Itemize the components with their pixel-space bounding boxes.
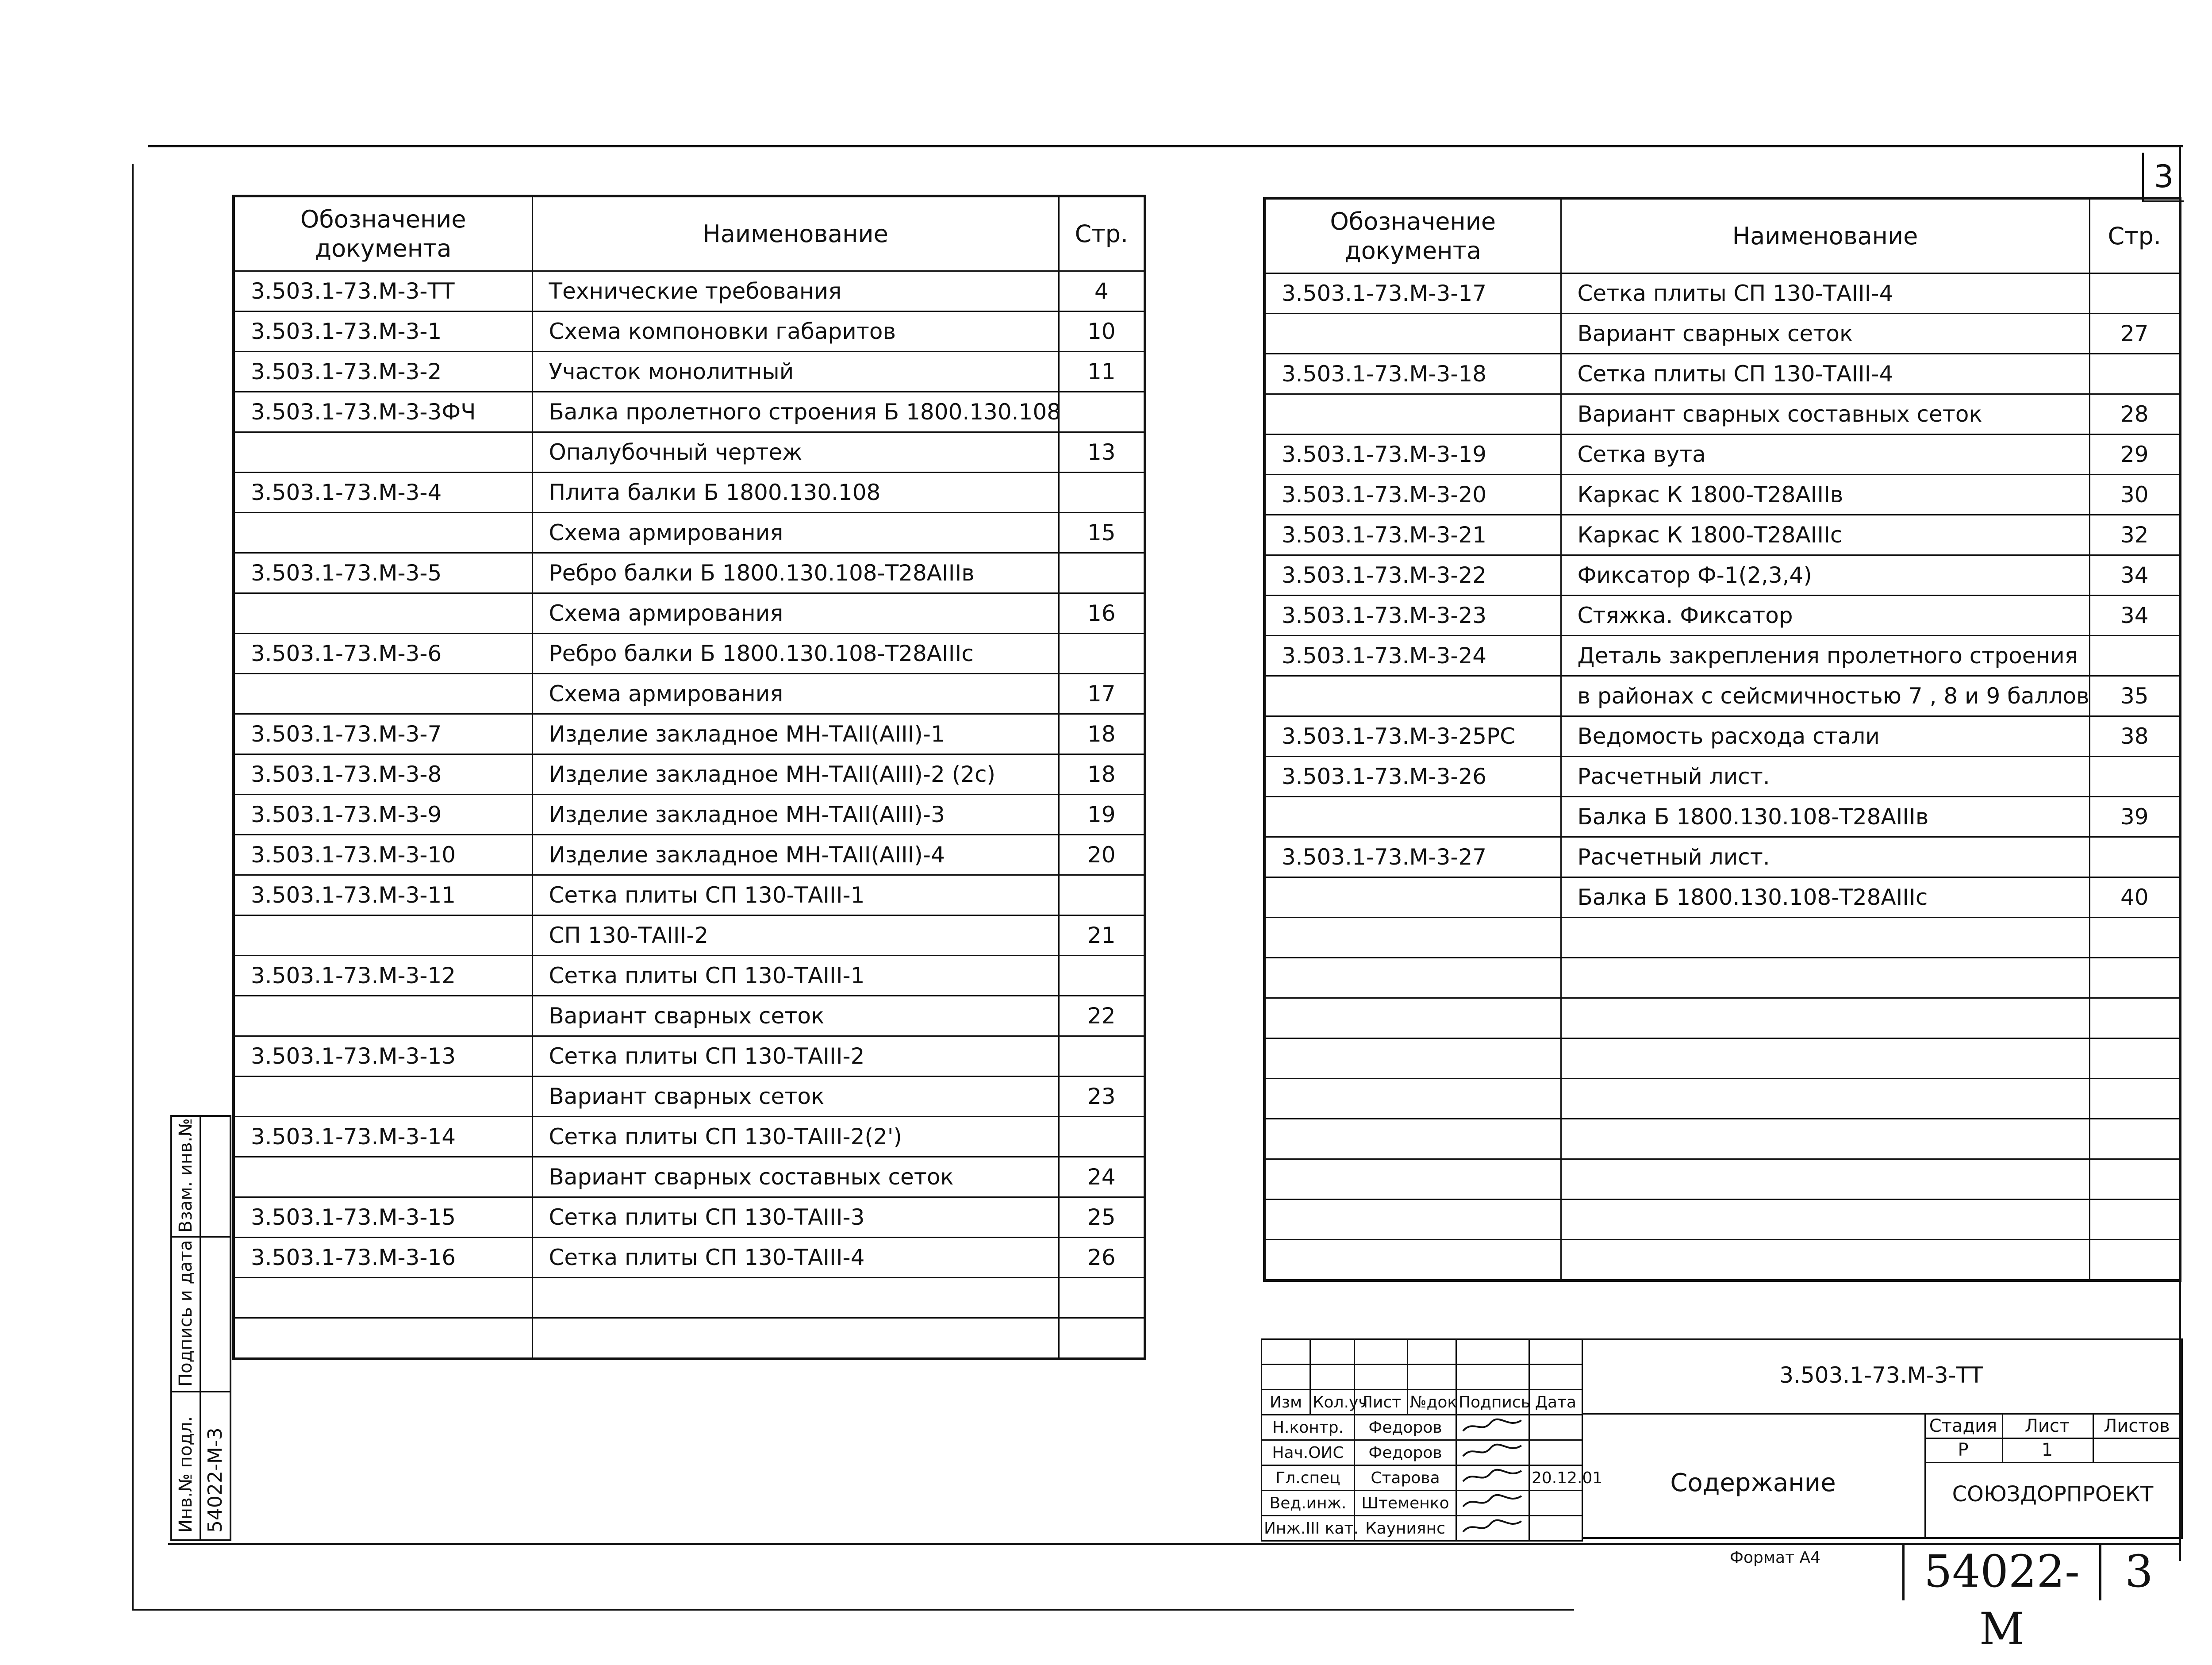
page-number-cell: 17 [1059, 674, 1145, 714]
inv-podl-label: Инв.№ подл. [176, 1416, 196, 1533]
page-number-cell: 11 [1059, 352, 1145, 392]
document-name-cell [1561, 1240, 2089, 1281]
document-code: 3.503.1-73.М-3-ТТ [1779, 1362, 1983, 1388]
signature-empty-cell [1529, 1339, 1582, 1365]
document-name-cell [1561, 1119, 2089, 1159]
table-row [1264, 1119, 2180, 1159]
table-row [234, 915, 1145, 956]
signature-empty-row [1262, 1339, 1582, 1365]
signatory-date [1529, 1491, 1582, 1516]
document-name-cell: Плита балки Б 1800.130.108 [532, 473, 1059, 513]
stage-label: Стадия [1929, 1416, 1997, 1436]
document-code-cell: 3.503.1-73.М-3-13 [234, 1036, 532, 1077]
table-row [234, 1318, 1145, 1359]
document-name-cell [1561, 958, 2089, 998]
signatory-row [1262, 1516, 1582, 1541]
name-header: Наименование [532, 196, 1059, 271]
document-name-cell: Каркас К 1800-Т28АIIIс [1561, 515, 2089, 555]
document-code-cell: 3.503.1-73.М-3-15 [234, 1197, 532, 1238]
document-code-cell: 3.503.1-73.М-3-12 [234, 956, 532, 996]
page-number-cell [2089, 918, 2180, 958]
signature-empty-cell [1408, 1339, 1456, 1365]
document-name-cell: Вариант сварных сеток [1561, 314, 2089, 354]
document-code-cell [1264, 797, 1561, 837]
document-code-cell [1264, 314, 1561, 354]
table-row [1264, 918, 2180, 958]
document-name-cell: Опалубочный чертеж [532, 432, 1059, 473]
signature-empty-cell [1355, 1339, 1408, 1365]
signatory-date: 20.12.01 [1529, 1465, 1582, 1491]
page-number-cell [2089, 1240, 2180, 1281]
page-number-cell: 10 [1059, 311, 1145, 352]
document-code-cell [234, 513, 532, 553]
contents-table-right [1263, 197, 2181, 1282]
signature-empty-cell [1408, 1365, 1456, 1390]
table-row [1264, 475, 2180, 515]
stage-value: Р [1958, 1440, 1969, 1460]
document-name-cell: Изделие закладное МН-ТАII(АIII)-3 [532, 795, 1059, 835]
signature-mark [1456, 1465, 1529, 1491]
table-row [1264, 676, 2180, 716]
signatory-row [1262, 1440, 1582, 1465]
document-code-cell [234, 674, 532, 714]
document-code-cell [1264, 1200, 1561, 1240]
page-number: 3 [2125, 1546, 2153, 1597]
signature-header-cell: №док [1408, 1390, 1456, 1415]
page-number-cell [1059, 875, 1145, 915]
table-row [1264, 636, 2180, 676]
contents-header-row [1264, 198, 2180, 273]
table-row [234, 553, 1145, 593]
document-name-cell: Каркас К 1800-Т28АIIIв [1561, 475, 2089, 515]
frame-inner-bottom-line [168, 1543, 2181, 1545]
frame-top-line [148, 145, 2183, 147]
document-name-cell: Сетка вута [1561, 435, 2089, 475]
document-name-cell: Вариант сварных сеток [532, 996, 1059, 1036]
page-number-cell [1059, 1036, 1145, 1077]
document-code-cell [1264, 918, 1561, 958]
table-row [1264, 958, 2180, 998]
document-name-cell: Вариант сварных сеток [532, 1077, 1059, 1117]
signatory-date [1529, 1415, 1582, 1440]
page-number-cell: 13 [1059, 432, 1145, 473]
document-name-cell: Деталь закрепления пролетного строения [1561, 636, 2089, 676]
document-name-cell: Сетка плиты СП 130-ТАIII-4 [532, 1238, 1059, 1278]
page-number-cell: 15 [1059, 513, 1145, 553]
page-number-cell: 23 [1059, 1077, 1145, 1117]
page-number-cell: 32 [2089, 515, 2180, 555]
title-block-main [1582, 1338, 2183, 1539]
page-number-cell: 19 [1059, 795, 1145, 835]
document-code-cell [1264, 1119, 1561, 1159]
page-number-cell [2089, 958, 2180, 998]
page-number-cell [2089, 1038, 2180, 1079]
table-row [1264, 877, 2180, 918]
document-name-cell: Балка Б 1800.130.108-Т28АIIIв [1561, 797, 2089, 837]
table-row [234, 311, 1145, 352]
document-name-cell: Изделие закладное МН-ТАII(АIII)-4 [532, 835, 1059, 875]
name-header: Наименование [1561, 198, 2089, 273]
document-name-cell: Балка Б 1800.130.108-Т28АIIIс [1561, 877, 2089, 918]
document-code-cell [1264, 998, 1561, 1038]
table-row [234, 1157, 1145, 1197]
page-header: Стр. [1059, 196, 1145, 271]
table-row [1264, 998, 2180, 1038]
format-label: Формат А4 [1730, 1549, 1821, 1567]
signature-empty-cell [1310, 1339, 1355, 1365]
page-number-cell [1059, 1117, 1145, 1157]
page-number-cell: 21 [1059, 915, 1145, 956]
page-number-cell [2089, 757, 2180, 797]
document-name-cell [1561, 1079, 2089, 1119]
table-row [234, 593, 1145, 634]
page-number-cell: 27 [2089, 314, 2180, 354]
page-number-cell: 40 [2089, 877, 2180, 918]
document-name-cell: Фиксатор Ф-1(2,3,4) [1561, 555, 2089, 596]
inv-podl-value: 54022-М-3 [204, 1427, 227, 1533]
page-number-cell: 34 [2089, 596, 2180, 636]
table-row [234, 1117, 1145, 1157]
document-code-cell [234, 915, 532, 956]
table-row [234, 1278, 1145, 1318]
signature-empty-cell [1456, 1339, 1529, 1365]
album-number-box [1902, 1543, 2101, 1655]
sign-date-label: Подпись и дата [176, 1240, 196, 1387]
document-code-cell [234, 1157, 532, 1197]
signatory-name: Федоров [1355, 1415, 1456, 1440]
signatory-date [1529, 1516, 1582, 1541]
document-code-cell: 3.503.1-73.М-3-6 [234, 634, 532, 674]
page-number-cell [2089, 1200, 2180, 1240]
contents-header-row [234, 196, 1145, 271]
sheets-label: Листов [2104, 1416, 2170, 1436]
signature-header-cell: Подпись [1456, 1390, 1529, 1415]
document-name-cell: Изделие закладное МН-ТАII(АIII)-1 [532, 714, 1059, 754]
document-code-cell [234, 1318, 532, 1359]
page-number-cell: 39 [2089, 797, 2180, 837]
contents-table-left [232, 195, 1146, 1360]
table-row [1264, 1200, 2180, 1240]
signature-empty-cell [1456, 1365, 1529, 1390]
table-row [234, 432, 1145, 473]
document-name-cell [532, 1318, 1059, 1359]
page-number-cell [2089, 837, 2180, 877]
document-code-cell [1264, 1240, 1561, 1281]
table-row [234, 956, 1145, 996]
document-code-cell [234, 1077, 532, 1117]
document-code-cell: 3.503.1-73.М-3-24 [1264, 636, 1561, 676]
document-name-cell [1561, 1038, 2089, 1079]
document-code-cell: 3.503.1-73.М-3-7 [234, 714, 532, 754]
table-row [1264, 555, 2180, 596]
page-number-cell [1059, 1318, 1145, 1359]
table-row [1264, 757, 2180, 797]
page-number-cell [2089, 1159, 2180, 1200]
page-number-cell: 18 [1059, 714, 1145, 754]
document-code-cell: 3.503.1-73.М-3-18 [1264, 354, 1561, 394]
document-name-cell: Вариант сварных составных сеток [1561, 394, 2089, 435]
signature-header-row [1262, 1390, 1582, 1415]
signature-empty-cell [1529, 1365, 1582, 1390]
table-row [234, 875, 1145, 915]
document-name-cell: Вариант сварных составных сеток [532, 1157, 1059, 1197]
album-number: 54022-М [1924, 1546, 2080, 1655]
page-number-cell: 16 [1059, 593, 1145, 634]
document-code-cell: 3.503.1-73.М-3-10 [234, 835, 532, 875]
page-number-cell [1059, 956, 1145, 996]
signature-mark [1456, 1415, 1529, 1440]
signature-empty-cell [1355, 1365, 1408, 1390]
signature-header-cell: Дата [1529, 1390, 1582, 1415]
table-row [1264, 394, 2180, 435]
document-name-cell: Технические требования [532, 271, 1059, 311]
page-number-cell [2089, 273, 2180, 314]
document-code-cell: 3.503.1-73.М-3-5 [234, 553, 532, 593]
table-row [1264, 797, 2180, 837]
page-number-cell [2089, 1079, 2180, 1119]
document-name-cell [1561, 1159, 2089, 1200]
vzam-inv-label: Взам. инв.№ [176, 1118, 196, 1233]
document-code-cell: 3.503.1-73.М-3-2 [234, 352, 532, 392]
document-name-cell: Схема армирования [532, 674, 1059, 714]
page-number-cell: 30 [2089, 475, 2180, 515]
page-number-cell: 18 [1059, 754, 1145, 795]
document-name-cell: Сетка плиты СП 130-ТАIII-1 [532, 875, 1059, 915]
document-code-cell: 3.503.1-73.М-3-14 [234, 1117, 532, 1157]
page-number-cell: 25 [1059, 1197, 1145, 1238]
document-code-cell: 3.503.1-73.М-3-20 [1264, 475, 1561, 515]
table-row [234, 473, 1145, 513]
document-name-cell [1561, 998, 2089, 1038]
document-code-cell [234, 1278, 532, 1318]
sheet-label: Лист [2024, 1416, 2070, 1436]
signatory-row [1262, 1415, 1582, 1440]
page-number-cell [1059, 553, 1145, 593]
table-row [234, 674, 1145, 714]
document-code-cell: 3.503.1-73.М-3-11 [234, 875, 532, 915]
signatory-role: Н.контр. [1262, 1415, 1355, 1440]
signature-mark [1456, 1491, 1529, 1516]
page-number-cell: 22 [1059, 996, 1145, 1036]
frame-left-line [132, 164, 134, 1611]
document-code-cell [234, 432, 532, 473]
table-row [234, 795, 1145, 835]
page-number-cell: 4 [1059, 271, 1145, 311]
document-code-cell: 3.503.1-73.М-3-8 [234, 754, 532, 795]
document-code-cell [1264, 676, 1561, 716]
signature-empty-cell [1262, 1365, 1310, 1390]
document-name-cell [1561, 918, 2089, 958]
signatory-name: Старова [1355, 1465, 1456, 1491]
document-name-cell: Ведомость расхода стали [1561, 716, 2089, 757]
page-number-cell: 20 [1059, 835, 1145, 875]
document-code-cell [1264, 1159, 1561, 1200]
document-code-cell [1264, 1079, 1561, 1119]
document-name-cell [1561, 1200, 2089, 1240]
document-name-cell: Балка пролетного строения Б 1800.130.108 [532, 392, 1059, 432]
document-code-cell: 3.503.1-73.М-3-4 [234, 473, 532, 513]
table-row [1264, 716, 2180, 757]
document-name-cell: Стяжка. Фиксатор [1561, 596, 2089, 636]
sheet-corner-box [2142, 153, 2184, 202]
document-name-cell: в районах с сейсмичностью 7 , 8 и 9 баллов [1561, 676, 2089, 716]
signature-header-cell: Лист [1355, 1390, 1408, 1415]
signatory-role: Нач.ОИС [1262, 1440, 1355, 1465]
document-code-cell: 3.503.1-73.М-3-17 [1264, 273, 1561, 314]
document-code-cell: 3.503.1-73.М-3-21 [1264, 515, 1561, 555]
table-row [1264, 1159, 2180, 1200]
document-code-cell: 3.503.1-73.М-3-22 [1264, 555, 1561, 596]
signatory-row [1262, 1465, 1582, 1491]
document-code-cell [1264, 394, 1561, 435]
signatory-name: Кауниянс [1355, 1516, 1456, 1541]
document-code-cell: 3.503.1-73.М-3-16 [234, 1238, 532, 1278]
document-name-cell [532, 1278, 1059, 1318]
table-row [234, 634, 1145, 674]
page-number-cell: 29 [2089, 435, 2180, 475]
table-row [1264, 1240, 2180, 1281]
table-row [1264, 837, 2180, 877]
document-name-cell: Расчетный лист. [1561, 837, 2089, 877]
document-code-cell [1264, 877, 1561, 918]
document-code-cell: 3.503.1-73.М-3-26 [1264, 757, 1561, 797]
page-number-cell [2089, 1119, 2180, 1159]
sheet-value: 1 [2041, 1440, 2053, 1460]
table-row [234, 271, 1145, 311]
signatory-date [1529, 1440, 1582, 1465]
document-name-cell: Сетка плиты СП 130-ТАIII-3 [532, 1197, 1059, 1238]
table-row [234, 754, 1145, 795]
page-number-cell: 24 [1059, 1157, 1145, 1197]
signatory-name: Штеменко [1355, 1491, 1456, 1516]
table-row [234, 1197, 1145, 1238]
signature-mark [1456, 1440, 1529, 1465]
document-name-cell: Схема армирования [532, 513, 1059, 553]
document-name-cell: Сетка плиты СП 130-ТАIII-2(2') [532, 1117, 1059, 1157]
contents-body-left [234, 271, 1145, 1359]
document-code-cell [234, 996, 532, 1036]
signature-header-cell: Кол.уч [1310, 1390, 1355, 1415]
table-row [234, 1036, 1145, 1077]
document-name-cell: Схема компоновки габаритов [532, 311, 1059, 352]
table-row [1264, 1079, 2180, 1119]
page-number-cell: 34 [2089, 555, 2180, 596]
document-name-cell: Ребро балки Б 1800.130.108-Т28АIIIс [532, 634, 1059, 674]
page-number-cell [1059, 634, 1145, 674]
document-code-cell: 3.503.1-73.М-3-3ФЧ [234, 392, 532, 432]
signature-mark [1456, 1516, 1529, 1541]
document-name-cell: Расчетный лист. [1561, 757, 2089, 797]
table-row [1264, 596, 2180, 636]
table-row [1264, 435, 2180, 475]
page-number-cell [1059, 392, 1145, 432]
contents-body-right [1264, 273, 2180, 1281]
page-number-cell [2089, 354, 2180, 394]
document-name-cell: Участок монолитный [532, 352, 1059, 392]
table-row [234, 1077, 1145, 1117]
document-code-cell: 3.503.1-73.М-3-9 [234, 795, 532, 835]
page-number-cell [1059, 1278, 1145, 1318]
table-row [234, 513, 1145, 553]
frame-bottom-line [132, 1609, 1574, 1611]
sheet-title: Содержание [1670, 1469, 1836, 1497]
table-row [234, 1238, 1145, 1278]
sheet-corner-number: 3 [2154, 158, 2174, 195]
table-row [1264, 1038, 2180, 1079]
table-row [1264, 515, 2180, 555]
table-row [1264, 273, 2180, 314]
signature-table [1261, 1338, 1603, 1542]
page-header: Стр. [2089, 198, 2180, 273]
document-code-cell [234, 593, 532, 634]
page-number-cell [2089, 998, 2180, 1038]
page-number-cell: 26 [1059, 1238, 1145, 1278]
table-row [1264, 314, 2180, 354]
document-code-cell [1264, 1038, 1561, 1079]
signatory-row [1262, 1491, 1582, 1516]
signature-empty-cell [1262, 1339, 1310, 1365]
document-code-cell: 3.503.1-73.М-3-ТТ [234, 271, 532, 311]
page-number-cell [2089, 636, 2180, 676]
document-name-cell: СП 130-ТАIII-2 [532, 915, 1059, 956]
document-name-cell: Схема армирования [532, 593, 1059, 634]
document-name-cell: Сетка плиты СП 130-ТАIII-4 [1561, 354, 2089, 394]
page-number-cell: 35 [2089, 676, 2180, 716]
document-code-cell: 3.503.1-73.М-3-25РС [1264, 716, 1561, 757]
designation-header: Обозначение документа [1264, 198, 1561, 273]
side-stamp [170, 1115, 231, 1541]
document-name-cell: Сетка плиты СП 130-ТАIII-2 [532, 1036, 1059, 1077]
table-row [1264, 354, 2180, 394]
table-row [234, 392, 1145, 432]
signatory-role: Гл.спец [1262, 1465, 1355, 1491]
table-row [234, 996, 1145, 1036]
page-number-cell: 28 [2089, 394, 2180, 435]
signature-empty-row [1262, 1365, 1582, 1390]
signatory-role: Инж.III кат. [1262, 1516, 1355, 1541]
document-code-cell: 3.503.1-73.М-3-1 [234, 311, 532, 352]
page-number-cell: 38 [2089, 716, 2180, 757]
document-name-cell: Сетка плиты СП 130-ТАIII-4 [1561, 273, 2089, 314]
document-name-cell: Изделие закладное МН-ТАII(АIII)-2 (2с) [532, 754, 1059, 795]
signatory-role: Вед.инж. [1262, 1491, 1355, 1516]
signatory-name: Федоров [1355, 1440, 1456, 1465]
table-row [234, 352, 1145, 392]
table-row [234, 714, 1145, 754]
page-number-cell [1059, 473, 1145, 513]
signature-empty-cell [1310, 1365, 1355, 1390]
document-code-cell [1264, 958, 1561, 998]
table-row [234, 835, 1145, 875]
organization-name: СОЮЗДОРПРОЕКТ [1952, 1482, 2154, 1507]
document-code-cell: 3.503.1-73.М-3-19 [1264, 435, 1561, 475]
document-name-cell: Ребро балки Б 1800.130.108-Т28АIIIв [532, 553, 1059, 593]
document-code-cell: 3.503.1-73.М-3-23 [1264, 596, 1561, 636]
document-code-cell: 3.503.1-73.М-3-27 [1264, 837, 1561, 877]
document-name-cell: Сетка плиты СП 130-ТАIII-1 [532, 956, 1059, 996]
designation-header: Обозначение документа [234, 196, 532, 271]
signature-header-cell: Изм [1262, 1390, 1310, 1415]
